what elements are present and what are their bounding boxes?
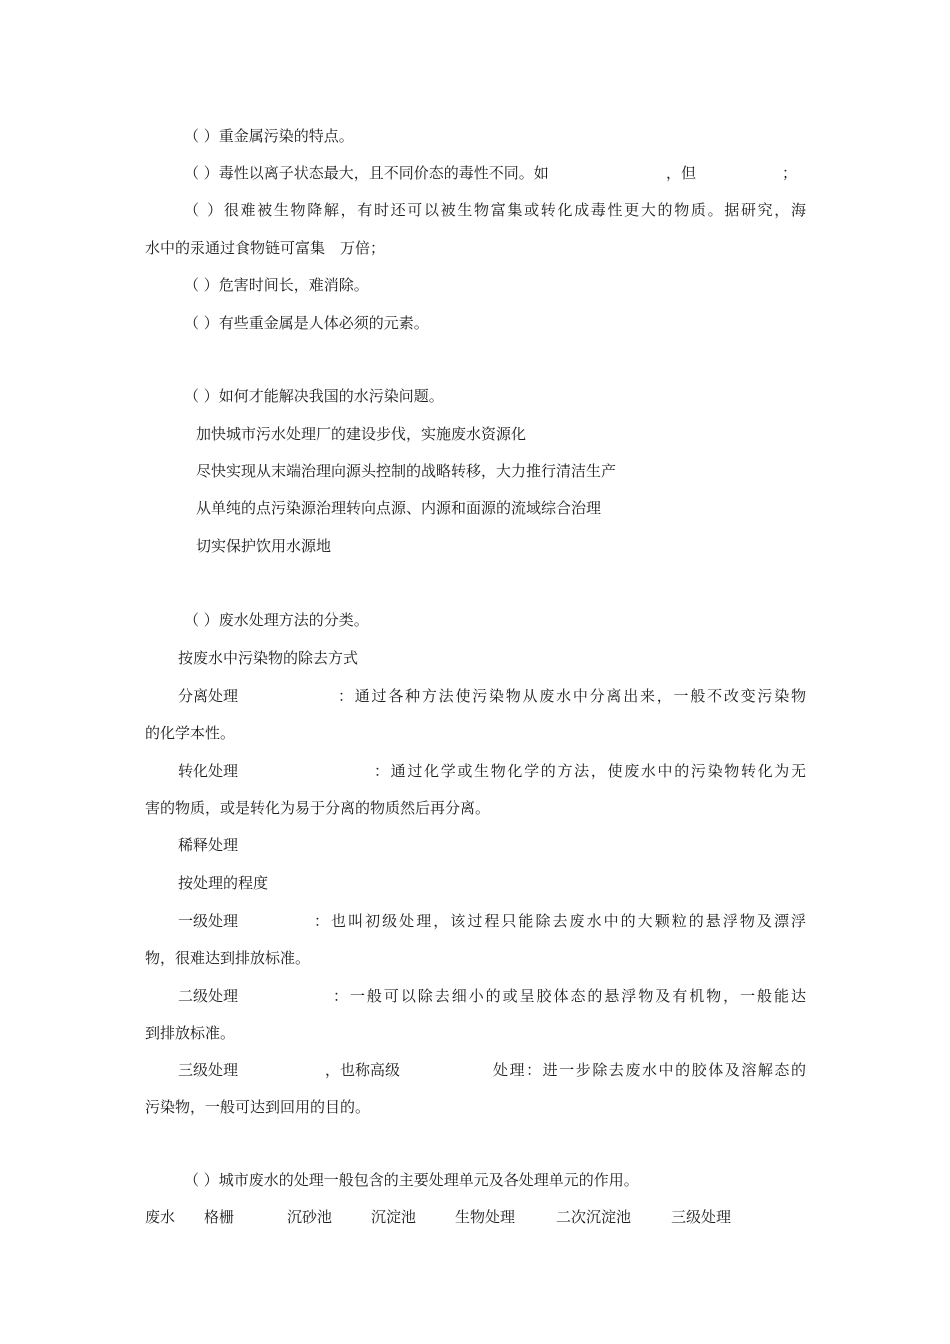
tertiary-desc-line-1: 处理：进一步除去废水中的胶体及溶解态的: [493, 1061, 806, 1079]
heavy-metal-point-3: （ ）危害时间长，难消除。: [184, 276, 369, 294]
heavy-metal-point-1: （ ）毒性以离子状态最大，且不同价态的毒性不同。如: [184, 164, 549, 182]
secondary-term: 二级处理: [178, 987, 239, 1005]
tertiary-desc-mid: ，也称高级: [325, 1061, 401, 1079]
heavy-metal-point-2-line-1: （ ）很难被生物降解，有时还可以被生物富集或转化成毒性更大的物质。据研究，海: [184, 201, 806, 219]
heavy-metal-point-1-end: ；: [782, 164, 798, 182]
heavy-metal-point-1-but: ，但: [666, 164, 697, 182]
by-degree-label: 按处理的程度: [178, 874, 269, 892]
flow-step: 沉砂池: [287, 1208, 333, 1226]
china-water-item: 切实保护饮用水源地: [196, 537, 332, 555]
primary-term: 一级处理: [178, 912, 239, 930]
secondary-desc-line-2: 到排放标准。: [145, 1024, 236, 1042]
flow-step: 废水: [145, 1208, 176, 1226]
china-water-item: 加快城市污水处理厂的建设步伐，实施废水资源化: [196, 425, 527, 443]
treatment-methods-heading: （ ）废水处理方法的分类。: [184, 611, 369, 629]
separation-desc-line-2: 的化学本性。: [145, 724, 236, 742]
flow-step: 二次沉淀池: [556, 1208, 632, 1226]
china-water-item: 从单纯的点污染源治理转向点源、内源和面源的流域综合治理: [196, 499, 602, 517]
heavy-metal-point-2-line-2: 水中的汞通过食物链可富集 万倍；: [145, 239, 386, 257]
treatment-flow: [145, 1207, 731, 1227]
heavy-metal-point-4: （ ）有些重金属是人体必须的元素。: [184, 314, 429, 332]
tertiary-term: 三级处理: [178, 1061, 239, 1079]
dilution-label: 稀释处理: [178, 836, 239, 854]
separation-desc-line-1: ：通过各种方法使污染物从废水中分离出来，一般不改变污染物: [338, 687, 806, 705]
flow-step: 沉淀池: [371, 1208, 417, 1226]
heavy-metal-heading: （ ）重金属污染的特点。: [184, 127, 354, 145]
conversion-term: 转化处理: [178, 762, 239, 780]
china-water-item: 尽快实现从末端治理向源头控制的战略转移，大力推行清洁生产: [196, 462, 617, 480]
conversion-desc-line-2: 害的物质，或是转化为易于分离的物质然后再分离。: [145, 799, 491, 817]
secondary-desc-line-1: ：一般可以除去细小的或呈胶体态的悬浮物及有机物，一般能达: [333, 987, 806, 1005]
conversion-desc-line-1: ：通过化学或生物化学的方法，使废水中的污染物转化为无: [374, 762, 806, 780]
tertiary-desc-line-2: 污染物，一般可达到回用的目的。: [145, 1098, 371, 1116]
primary-desc-line-2: 物，很难达到排放标准。: [145, 949, 311, 967]
flow-step: 格栅: [204, 1208, 235, 1226]
by-removal-label: 按废水中污染物的除去方式: [178, 649, 359, 667]
city-treatment-heading: （ ）城市废水的处理一般包含的主要处理单元及各处理单元的作用。: [184, 1171, 639, 1189]
flow-step: 三级处理: [671, 1208, 732, 1226]
primary-desc-line-1: ：也叫初级处理，该过程只能除去废水中的大颗粒的悬浮物及漂浮: [314, 912, 806, 930]
china-water-heading: （ ）如何才能解决我国的水污染问题。: [184, 387, 444, 405]
flow-step: 生物处理: [455, 1208, 516, 1226]
separation-term: 分离处理: [178, 687, 239, 705]
